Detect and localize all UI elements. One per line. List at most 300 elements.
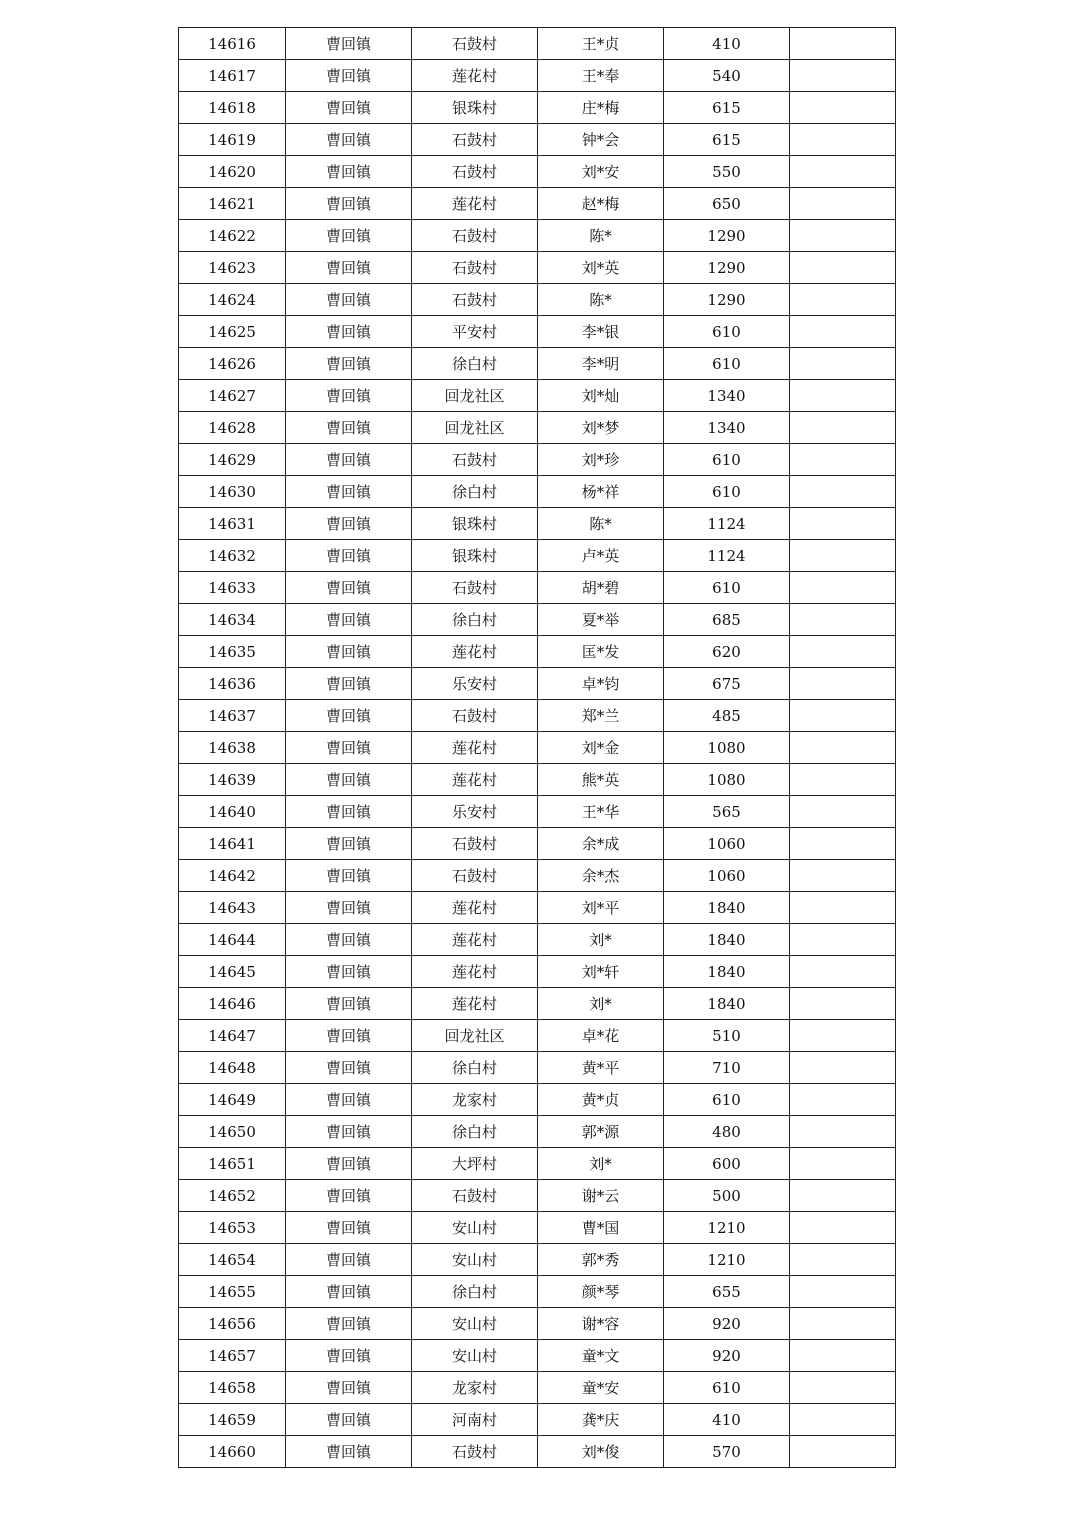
table-row [179,1276,896,1308]
village-cell: 回龙社区 [412,412,538,444]
table-row [179,1436,896,1468]
village-cell: 徐白村 [412,604,538,636]
serial-number-cell: 14627 [179,380,286,412]
town-cell: 曹回镇 [286,860,412,892]
note-cell [790,380,896,412]
serial-number-cell: 14630 [179,476,286,508]
town-cell: 曹回镇 [286,636,412,668]
serial-number-cell: 14636 [179,668,286,700]
table-row [179,1340,896,1372]
village-cell: 莲花村 [412,988,538,1020]
amount-cell: 1124 [664,508,790,540]
name-cell: 谢*容 [538,1308,664,1340]
name-cell: 刘*英 [538,252,664,284]
village-cell: 乐安村 [412,796,538,828]
name-cell: 陈* [538,508,664,540]
note-cell [790,1148,896,1180]
table-row [179,668,896,700]
amount-cell: 540 [664,60,790,92]
serial-number-cell: 14652 [179,1180,286,1212]
note-cell [790,316,896,348]
table-row [179,28,896,60]
town-cell: 曹回镇 [286,220,412,252]
name-cell: 卢*英 [538,540,664,572]
serial-number-cell: 14621 [179,188,286,220]
town-cell: 曹回镇 [286,764,412,796]
table-row [179,796,896,828]
serial-number-cell: 14656 [179,1308,286,1340]
note-cell [790,828,896,860]
town-cell: 曹回镇 [286,892,412,924]
village-cell: 徐白村 [412,1052,538,1084]
town-cell: 曹回镇 [286,1052,412,1084]
name-cell: 李*银 [538,316,664,348]
amount-cell: 655 [664,1276,790,1308]
note-cell [790,572,896,604]
serial-number-cell: 14638 [179,732,286,764]
village-cell: 石鼓村 [412,444,538,476]
village-cell: 莲花村 [412,60,538,92]
name-cell: 郭*源 [538,1116,664,1148]
amount-cell: 920 [664,1340,790,1372]
village-cell: 安山村 [412,1340,538,1372]
note-cell [790,668,896,700]
village-cell: 银珠村 [412,540,538,572]
table-row [179,540,896,572]
name-cell: 王*华 [538,796,664,828]
town-cell: 曹回镇 [286,252,412,284]
village-cell: 石鼓村 [412,1436,538,1468]
table-row [179,1020,896,1052]
amount-cell: 1840 [664,892,790,924]
village-cell: 莲花村 [412,924,538,956]
amount-cell: 1080 [664,732,790,764]
note-cell [790,92,896,124]
name-cell: 刘*安 [538,156,664,188]
village-cell: 银珠村 [412,508,538,540]
name-cell: 卓*花 [538,1020,664,1052]
town-cell: 曹回镇 [286,316,412,348]
table-row [179,572,896,604]
town-cell: 曹回镇 [286,1340,412,1372]
serial-number-cell: 14654 [179,1244,286,1276]
amount-cell: 410 [664,1404,790,1436]
note-cell [790,156,896,188]
table-row [179,156,896,188]
village-cell: 石鼓村 [412,28,538,60]
note-cell [790,188,896,220]
table-row [179,348,896,380]
name-cell: 余*杰 [538,860,664,892]
town-cell: 曹回镇 [286,1244,412,1276]
note-cell [790,1276,896,1308]
amount-cell: 685 [664,604,790,636]
name-cell: 王*奉 [538,60,664,92]
town-cell: 曹回镇 [286,60,412,92]
serial-number-cell: 14619 [179,124,286,156]
table-row [179,1404,896,1436]
note-cell [790,1020,896,1052]
note-cell [790,284,896,316]
town-cell: 曹回镇 [286,604,412,636]
town-cell: 曹回镇 [286,668,412,700]
village-cell: 龙家村 [412,1084,538,1116]
town-cell: 曹回镇 [286,1180,412,1212]
name-cell: 童*安 [538,1372,664,1404]
amount-cell: 615 [664,92,790,124]
village-cell: 石鼓村 [412,828,538,860]
table-row [179,1084,896,1116]
serial-number-cell: 14620 [179,156,286,188]
name-cell: 陈* [538,284,664,316]
note-cell [790,764,896,796]
amount-cell: 1340 [664,412,790,444]
amount-cell: 710 [664,1052,790,1084]
table-row [179,476,896,508]
name-cell: 卓*钧 [538,668,664,700]
name-cell: 颜*琴 [538,1276,664,1308]
serial-number-cell: 14646 [179,988,286,1020]
amount-cell: 675 [664,668,790,700]
serial-number-cell: 14655 [179,1276,286,1308]
table-row [179,1372,896,1404]
name-cell: 曹*国 [538,1212,664,1244]
note-cell [790,348,896,380]
serial-number-cell: 14618 [179,92,286,124]
table-row [179,700,896,732]
note-cell [790,124,896,156]
name-cell: 匡*发 [538,636,664,668]
village-cell: 石鼓村 [412,572,538,604]
note-cell [790,924,896,956]
note-cell [790,1244,896,1276]
note-cell [790,412,896,444]
table-row [179,284,896,316]
town-cell: 曹回镇 [286,956,412,988]
town-cell: 曹回镇 [286,284,412,316]
amount-cell: 1840 [664,988,790,1020]
note-cell [790,1084,896,1116]
amount-cell: 1340 [664,380,790,412]
village-cell: 莲花村 [412,956,538,988]
amount-cell: 600 [664,1148,790,1180]
amount-cell: 1840 [664,924,790,956]
name-cell: 赵*梅 [538,188,664,220]
village-cell: 银珠村 [412,92,538,124]
note-cell [790,1308,896,1340]
serial-number-cell: 14639 [179,764,286,796]
note-cell [790,1212,896,1244]
note-cell [790,28,896,60]
village-cell: 龙家村 [412,1372,538,1404]
amount-cell: 485 [664,700,790,732]
village-cell: 莲花村 [412,892,538,924]
village-cell: 石鼓村 [412,1180,538,1212]
table-row [179,508,896,540]
amount-cell: 1290 [664,220,790,252]
table-row [179,60,896,92]
amount-cell: 920 [664,1308,790,1340]
name-cell: 刘* [538,1148,664,1180]
town-cell: 曹回镇 [286,1020,412,1052]
village-cell: 乐安村 [412,668,538,700]
serial-number-cell: 14653 [179,1212,286,1244]
serial-number-cell: 14626 [179,348,286,380]
village-cell: 莲花村 [412,636,538,668]
name-cell: 童*文 [538,1340,664,1372]
amount-cell: 500 [664,1180,790,1212]
name-cell: 胡*碧 [538,572,664,604]
note-cell [790,1340,896,1372]
table-row [179,892,896,924]
amount-cell: 1060 [664,860,790,892]
amount-cell: 1080 [664,764,790,796]
town-cell: 曹回镇 [286,540,412,572]
serial-number-cell: 14657 [179,1340,286,1372]
name-cell: 陈* [538,220,664,252]
amount-cell: 610 [664,348,790,380]
village-cell: 徐白村 [412,348,538,380]
town-cell: 曹回镇 [286,92,412,124]
amount-cell: 570 [664,1436,790,1468]
town-cell: 曹回镇 [286,380,412,412]
town-cell: 曹回镇 [286,124,412,156]
village-cell: 徐白村 [412,476,538,508]
town-cell: 曹回镇 [286,476,412,508]
name-cell: 杨*祥 [538,476,664,508]
note-cell [790,1372,896,1404]
village-cell: 石鼓村 [412,284,538,316]
table-row [179,860,896,892]
name-cell: 刘* [538,988,664,1020]
serial-number-cell: 14635 [179,636,286,668]
serial-number-cell: 14644 [179,924,286,956]
table-row [179,604,896,636]
town-cell: 曹回镇 [286,796,412,828]
serial-number-cell: 14645 [179,956,286,988]
serial-number-cell: 14658 [179,1372,286,1404]
amount-cell: 610 [664,316,790,348]
amount-cell: 565 [664,796,790,828]
name-cell: 刘*轩 [538,956,664,988]
serial-number-cell: 14617 [179,60,286,92]
village-cell: 徐白村 [412,1276,538,1308]
table-row [179,732,896,764]
serial-number-cell: 14643 [179,892,286,924]
village-cell: 莲花村 [412,764,538,796]
table-row [179,988,896,1020]
note-cell [790,540,896,572]
village-cell: 大坪村 [412,1148,538,1180]
name-cell: 王*贞 [538,28,664,60]
town-cell: 曹回镇 [286,188,412,220]
note-cell [790,700,896,732]
amount-cell: 410 [664,28,790,60]
amount-cell: 610 [664,1372,790,1404]
roster-table-body [179,28,896,1468]
amount-cell: 1290 [664,252,790,284]
village-cell: 莲花村 [412,732,538,764]
name-cell: 钟*会 [538,124,664,156]
table-row [179,220,896,252]
serial-number-cell: 14640 [179,796,286,828]
roster-table [178,27,896,1468]
table-row [179,124,896,156]
amount-cell: 620 [664,636,790,668]
village-cell: 河南村 [412,1404,538,1436]
table-row [179,924,896,956]
village-cell: 石鼓村 [412,156,538,188]
amount-cell: 610 [664,444,790,476]
town-cell: 曹回镇 [286,1436,412,1468]
table-row [179,444,896,476]
table-row [179,92,896,124]
note-cell [790,1116,896,1148]
serial-number-cell: 14660 [179,1436,286,1468]
village-cell: 安山村 [412,1212,538,1244]
village-cell: 石鼓村 [412,860,538,892]
town-cell: 曹回镇 [286,1276,412,1308]
name-cell: 刘*俊 [538,1436,664,1468]
village-cell: 安山村 [412,1244,538,1276]
town-cell: 曹回镇 [286,28,412,60]
table-row [179,1052,896,1084]
town-cell: 曹回镇 [286,156,412,188]
town-cell: 曹回镇 [286,348,412,380]
serial-number-cell: 14629 [179,444,286,476]
serial-number-cell: 14616 [179,28,286,60]
note-cell [790,860,896,892]
table-row [179,1180,896,1212]
name-cell: 刘*金 [538,732,664,764]
name-cell: 熊*英 [538,764,664,796]
village-cell: 回龙社区 [412,380,538,412]
town-cell: 曹回镇 [286,1404,412,1436]
town-cell: 曹回镇 [286,700,412,732]
table-row [179,1244,896,1276]
table-row [179,252,896,284]
town-cell: 曹回镇 [286,1116,412,1148]
village-cell: 平安村 [412,316,538,348]
serial-number-cell: 14647 [179,1020,286,1052]
name-cell: 刘*珍 [538,444,664,476]
table-row [179,1148,896,1180]
serial-number-cell: 14631 [179,508,286,540]
town-cell: 曹回镇 [286,828,412,860]
name-cell: 余*成 [538,828,664,860]
note-cell [790,220,896,252]
serial-number-cell: 14634 [179,604,286,636]
name-cell: 夏*举 [538,604,664,636]
town-cell: 曹回镇 [286,508,412,540]
table-row [179,380,896,412]
amount-cell: 1124 [664,540,790,572]
serial-number-cell: 14648 [179,1052,286,1084]
amount-cell: 1840 [664,956,790,988]
amount-cell: 1210 [664,1244,790,1276]
town-cell: 曹回镇 [286,1212,412,1244]
serial-number-cell: 14649 [179,1084,286,1116]
note-cell [790,508,896,540]
village-cell: 回龙社区 [412,1020,538,1052]
note-cell [790,1436,896,1468]
note-cell [790,444,896,476]
table-row [179,828,896,860]
name-cell: 刘*平 [538,892,664,924]
table-row [179,412,896,444]
town-cell: 曹回镇 [286,444,412,476]
town-cell: 曹回镇 [286,732,412,764]
town-cell: 曹回镇 [286,1084,412,1116]
note-cell [790,1052,896,1084]
name-cell: 郑*兰 [538,700,664,732]
amount-cell: 650 [664,188,790,220]
town-cell: 曹回镇 [286,988,412,1020]
note-cell [790,1404,896,1436]
name-cell: 李*明 [538,348,664,380]
note-cell [790,988,896,1020]
town-cell: 曹回镇 [286,1372,412,1404]
note-cell [790,796,896,828]
note-cell [790,1180,896,1212]
table-row [179,1212,896,1244]
serial-number-cell: 14633 [179,572,286,604]
town-cell: 曹回镇 [286,1308,412,1340]
village-cell: 石鼓村 [412,700,538,732]
name-cell: 黄*平 [538,1052,664,1084]
amount-cell: 1060 [664,828,790,860]
serial-number-cell: 14625 [179,316,286,348]
note-cell [790,604,896,636]
note-cell [790,252,896,284]
amount-cell: 480 [664,1116,790,1148]
town-cell: 曹回镇 [286,924,412,956]
name-cell: 刘*梦 [538,412,664,444]
note-cell [790,892,896,924]
village-cell: 石鼓村 [412,220,538,252]
serial-number-cell: 14637 [179,700,286,732]
name-cell: 龚*庆 [538,1404,664,1436]
village-cell: 石鼓村 [412,124,538,156]
name-cell: 郭*秀 [538,1244,664,1276]
serial-number-cell: 14623 [179,252,286,284]
name-cell: 庄*梅 [538,92,664,124]
serial-number-cell: 14622 [179,220,286,252]
serial-number-cell: 14641 [179,828,286,860]
serial-number-cell: 14628 [179,412,286,444]
serial-number-cell: 14632 [179,540,286,572]
village-cell: 石鼓村 [412,252,538,284]
serial-number-cell: 14642 [179,860,286,892]
amount-cell: 610 [664,1084,790,1116]
name-cell: 刘* [538,924,664,956]
serial-number-cell: 14624 [179,284,286,316]
note-cell [790,476,896,508]
serial-number-cell: 14651 [179,1148,286,1180]
serial-number-cell: 14659 [179,1404,286,1436]
village-cell: 徐白村 [412,1116,538,1148]
note-cell [790,636,896,668]
village-cell: 莲花村 [412,188,538,220]
name-cell: 黄*贞 [538,1084,664,1116]
table-row [179,1308,896,1340]
amount-cell: 1290 [664,284,790,316]
note-cell [790,732,896,764]
amount-cell: 1210 [664,1212,790,1244]
note-cell [790,956,896,988]
town-cell: 曹回镇 [286,1148,412,1180]
name-cell: 刘*灿 [538,380,664,412]
